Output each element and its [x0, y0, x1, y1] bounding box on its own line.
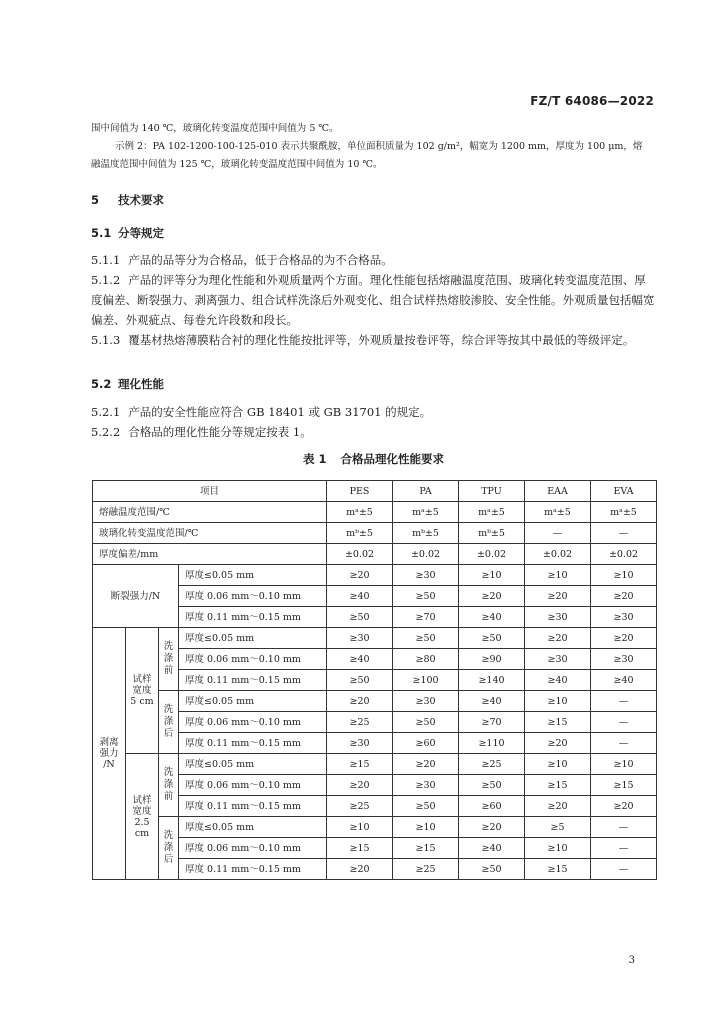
thickness-label: 厚度≤0.05 mm	[179, 565, 327, 586]
peel-row	[93, 691, 657, 712]
thickness-label: 厚度≤0.05 mm	[179, 691, 327, 712]
peel-row	[93, 817, 657, 838]
table-cell: ≥50	[327, 670, 393, 691]
table-cell: ≥10	[459, 565, 525, 586]
table-cell: ≥40	[525, 670, 591, 691]
table-cell: ≥10	[525, 754, 591, 775]
table-cell: ≥20	[525, 733, 591, 754]
table-cell: ≥50	[393, 712, 459, 733]
header-pa: PA	[393, 481, 459, 502]
table-cell: ≥15	[525, 712, 591, 733]
table-cell: —	[591, 523, 657, 544]
clause-5-1-1: 5.1.1 产品的品等分为合格品，低于合格品的为不合格品。	[91, 253, 393, 267]
table-cell: ≥40	[327, 586, 393, 607]
table-cell: ≥40	[459, 691, 525, 712]
width-2-5cm-label: 试样 宽度 2.5 cm	[126, 754, 159, 880]
breaking-row	[93, 565, 657, 586]
thickness-label: 厚度 0.11 mm～0.15 mm	[179, 796, 327, 817]
table-cell: ≥20	[327, 565, 393, 586]
table-1-body	[93, 481, 657, 880]
table-cell: —	[525, 523, 591, 544]
header-tpu: TPU	[459, 481, 525, 502]
table-cell: ≥30	[525, 649, 591, 670]
table-cell: ≥20	[459, 586, 525, 607]
after-washing-label: 洗涤后	[159, 817, 179, 880]
thickness-label: 厚度 0.06 mm～0.10 mm	[179, 712, 327, 733]
table-cell: ≥20	[591, 628, 657, 649]
table-cell: —	[591, 733, 657, 754]
table-cell: mᵃ±5	[591, 502, 657, 523]
intro-line: 围中间值为 140 ℃，玻璃化转变温度范围中间值为 5 ℃。	[91, 123, 339, 134]
table-cell: ≥40	[459, 607, 525, 628]
table-cell: ≥40	[459, 838, 525, 859]
table-cell: ≥110	[459, 733, 525, 754]
clause-5-1-3: 5.1.3 覆基材热熔薄膜粘合衬的理化性能按批评等，外观质量按卷评等，综合评等按其中最低的等级评定。	[91, 333, 635, 347]
thickness-label: 厚度≤0.05 mm	[179, 628, 327, 649]
table-cell: ≥15	[327, 838, 393, 859]
peel-row	[93, 754, 657, 775]
table-cell: ≥10	[525, 838, 591, 859]
table-cell: ≥10	[591, 565, 657, 586]
peel-row	[93, 628, 657, 649]
table-cell: ±0.02	[393, 544, 459, 565]
thickness-label: 厚度≤0.05 mm	[179, 754, 327, 775]
clause-5-2-2: 5.2.2 合格品的理化性能分等规定按表 1。	[91, 425, 312, 439]
table-cell: ≥20	[327, 859, 393, 880]
clause-5-2-1: 5.2.1 产品的安全性能应符合 GB 18401 或 GB 31701 的规定。	[91, 405, 432, 419]
thickness-label: 厚度≤0.05 mm	[179, 817, 327, 838]
table-cell: ≥70	[393, 607, 459, 628]
page-number: 3	[628, 955, 635, 966]
table-cell: ≥50	[459, 628, 525, 649]
table-cell: ≥20	[591, 796, 657, 817]
table-cell: —	[591, 712, 657, 733]
section-5-heading: 5 技术要求	[91, 193, 164, 207]
table-cell: ≥25	[393, 859, 459, 880]
table-cell: ≥140	[459, 670, 525, 691]
table-cell: ≥40	[591, 670, 657, 691]
table-cell: ≥30	[393, 691, 459, 712]
table-cell: ≥30	[393, 775, 459, 796]
table-cell: ≥40	[327, 649, 393, 670]
table-cell: ≥60	[459, 796, 525, 817]
clause-5-1-2: 5.1.2 产品的评等分为理化性能和外观质量两个方面。理化性能包括熔融温度范围、玻璃化转变温度范围、厚度偏差、断裂强力、剥离强力、组合试样洗涤后外观变化、组合试样热熔胶渗胶、安全性能。外观质量包括幅宽偏差、外观疵点、每卷允许段数和段长。	[91, 273, 655, 327]
table-cell: ≥90	[459, 649, 525, 670]
table-cell: —	[591, 691, 657, 712]
table-cell: ≥20	[327, 691, 393, 712]
thickness-label: 厚度 0.11 mm～0.15 mm	[179, 607, 327, 628]
table-cell: mᵃ±5	[393, 502, 459, 523]
table-cell: ≥15	[591, 775, 657, 796]
table-cell: ≥60	[393, 733, 459, 754]
example-2-line-1: 示例 2：PA 102-1200-100-125-010 表示共聚酰胺，单位面积质量为 102 g/m²，幅宽为 1200 mm，厚度为 100 μm，熔	[115, 141, 643, 152]
table-cell: —	[591, 859, 657, 880]
before-washing-label: 洗涤前	[159, 628, 179, 691]
table-cell: mᵃ±5	[327, 502, 393, 523]
section-5-2-heading: 5.2 理化性能	[91, 377, 164, 391]
table-cell: ≥10	[327, 817, 393, 838]
thickness-label: 厚度 0.11 mm～0.15 mm	[179, 859, 327, 880]
melt-range-row	[93, 502, 657, 523]
table-cell: ≥10	[393, 817, 459, 838]
table-cell: ≥30	[525, 607, 591, 628]
thickness-label: 厚度 0.11 mm～0.15 mm	[179, 670, 327, 691]
thickness-dev-row	[93, 544, 657, 565]
table-1	[92, 480, 657, 880]
table-cell: ≥20	[327, 775, 393, 796]
table-header-row	[93, 481, 657, 502]
table-cell: mᵃ±5	[459, 502, 525, 523]
before-washing-label: 洗涤前	[159, 754, 179, 817]
table-cell: —	[591, 838, 657, 859]
table-cell: ≥30	[327, 733, 393, 754]
table-cell: ±0.02	[525, 544, 591, 565]
table-cell: ≥50	[459, 775, 525, 796]
example-2-line-2: 融温度范围中间值为 125 ℃，玻璃化转变温度范围中间值为 10 ℃。	[91, 159, 383, 170]
table-cell: ≥15	[327, 754, 393, 775]
header-eva: EVA	[591, 481, 657, 502]
breaking-label: 断裂强力/N	[93, 565, 179, 628]
width-5cm-label: 试样 宽度 5 cm	[126, 628, 159, 754]
table-cell: ≥25	[459, 754, 525, 775]
table-cell: ≥10	[525, 691, 591, 712]
table-cell: ≥15	[525, 859, 591, 880]
peel-label: 剥离 强力 /N	[93, 628, 126, 880]
table-cell: ≥100	[393, 670, 459, 691]
thickness-label: 厚度 0.06 mm～0.10 mm	[179, 775, 327, 796]
table-cell: ≥30	[393, 565, 459, 586]
table-cell: ≥70	[459, 712, 525, 733]
table-cell: ≥20	[459, 817, 525, 838]
table-cell: mᵇ±5	[327, 523, 393, 544]
table-cell: ≥50	[459, 859, 525, 880]
table-cell: ±0.02	[459, 544, 525, 565]
table-cell: ≥30	[327, 628, 393, 649]
section-5-1-heading: 5.1 分等规定	[91, 226, 164, 240]
table-cell: ≥50	[327, 607, 393, 628]
table-cell: ≥20	[525, 796, 591, 817]
table-cell: ≥15	[393, 838, 459, 859]
table-cell: mᵃ±5	[525, 502, 591, 523]
table-cell: ≥10	[591, 754, 657, 775]
table-cell: ≥20	[525, 586, 591, 607]
thickness-label: 厚度 0.06 mm～0.10 mm	[179, 838, 327, 859]
table-cell: ≥15	[525, 775, 591, 796]
table-cell: ≥20	[591, 586, 657, 607]
thickness-label: 厚度 0.11 mm～0.15 mm	[179, 733, 327, 754]
standard-code: FZ/T 64086—2022	[530, 94, 654, 108]
table-cell: ≥50	[393, 628, 459, 649]
header-eaa: EAA	[525, 481, 591, 502]
table-cell: ≥50	[393, 796, 459, 817]
table-cell: ≥10	[525, 565, 591, 586]
table-1-caption: 表 1 合格品理化性能要求	[302, 452, 444, 466]
melt-range-label: 熔融温度范围/℃	[93, 502, 327, 523]
thickness-label: 厚度 0.06 mm～0.10 mm	[179, 586, 327, 607]
table-cell: ±0.02	[327, 544, 393, 565]
thickness-label: 厚度 0.06 mm～0.10 mm	[179, 649, 327, 670]
thickness-dev-label: 厚度偏差/mm	[93, 544, 327, 565]
table-cell: ≥50	[393, 586, 459, 607]
after-washing-label: 洗涤后	[159, 691, 179, 754]
table-cell: ≥20	[525, 628, 591, 649]
table-cell: mᵇ±5	[393, 523, 459, 544]
table-cell: ±0.02	[591, 544, 657, 565]
table-cell: mᵇ±5	[459, 523, 525, 544]
table-cell: ≥20	[393, 754, 459, 775]
header-item: 项目	[93, 481, 327, 502]
table-cell: —	[591, 817, 657, 838]
header-pes: PES	[327, 481, 393, 502]
table-cell: ≥30	[591, 649, 657, 670]
glass-range-label: 玻璃化转变温度范围/℃	[93, 523, 327, 544]
table-cell: ≥80	[393, 649, 459, 670]
table-cell: ≥25	[327, 712, 393, 733]
table-cell: ≥5	[525, 817, 591, 838]
table-cell: ≥30	[591, 607, 657, 628]
table-cell: ≥25	[327, 796, 393, 817]
glass-range-row	[93, 523, 657, 544]
